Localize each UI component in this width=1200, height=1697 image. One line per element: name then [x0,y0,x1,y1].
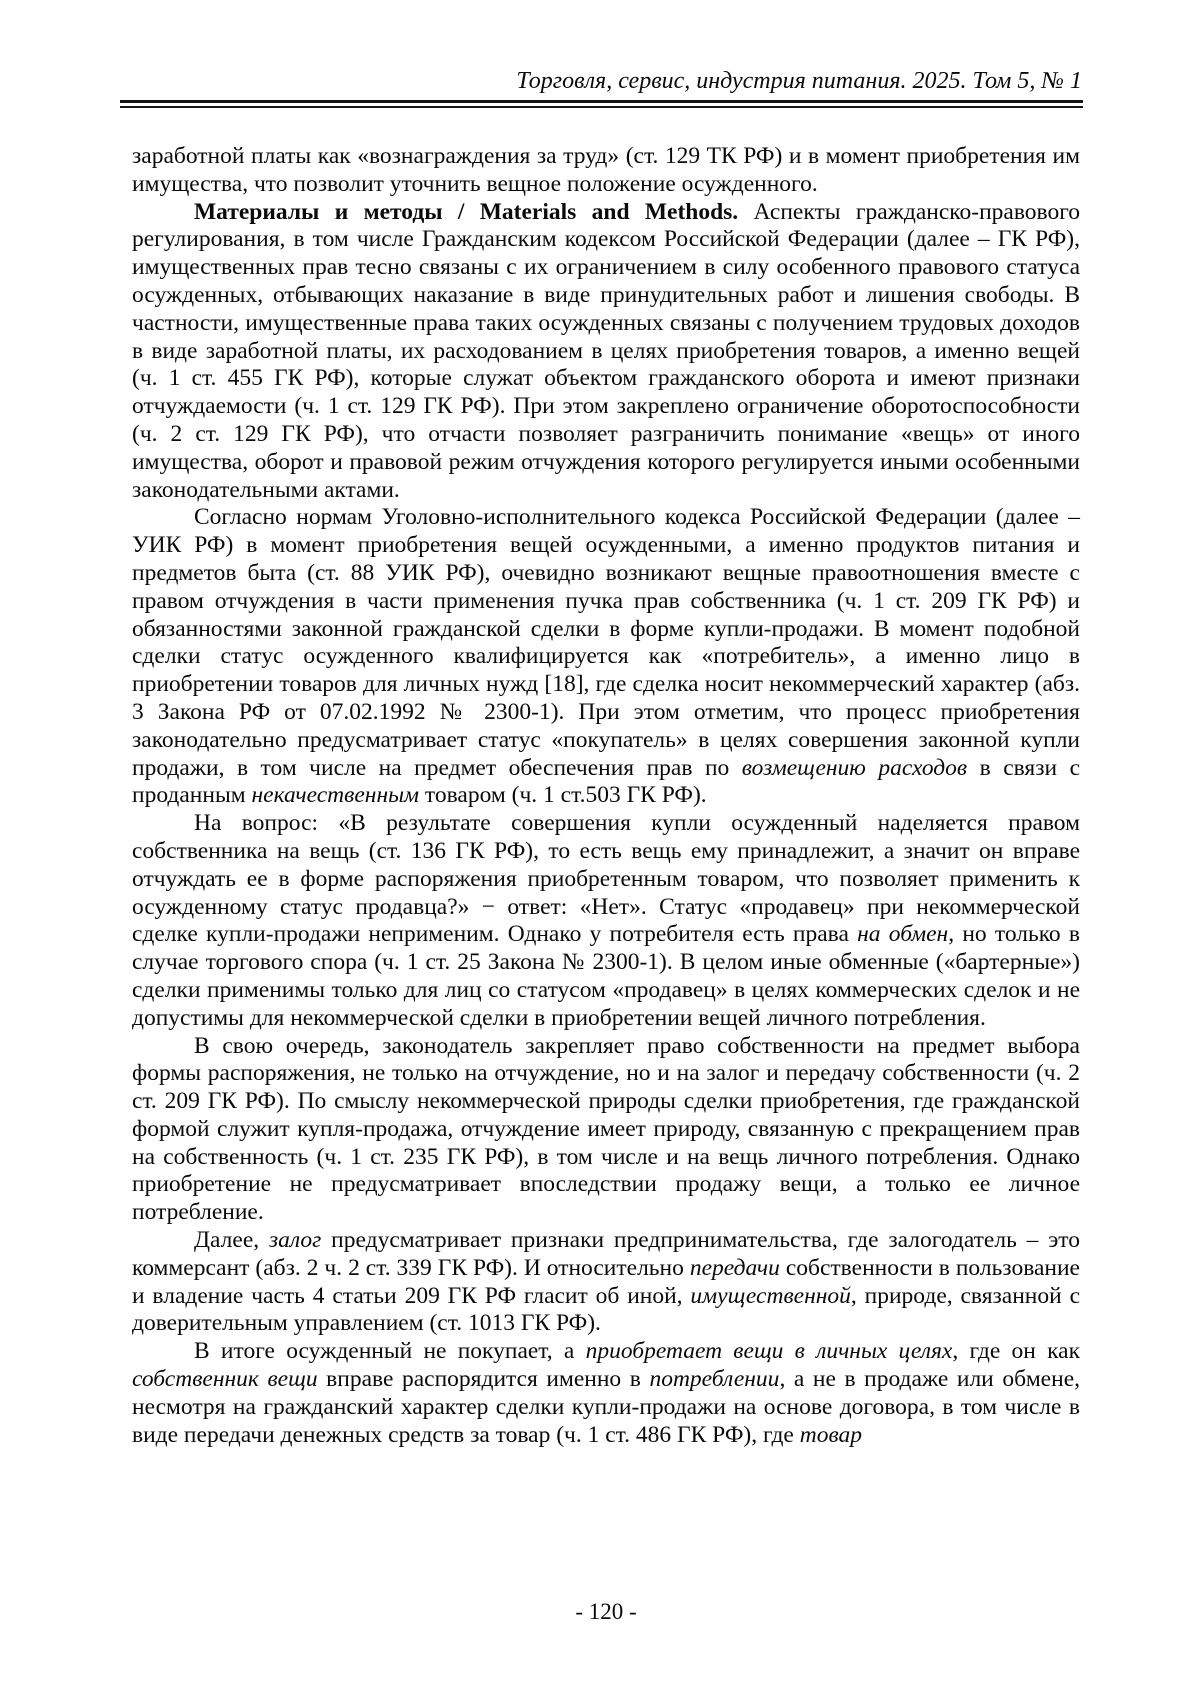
text-run: В свою очередь, законодатель закрепляет право собственности на предмет выбора формы распоряжения, не только на отчуждение, но и на залог и передачу собственности (ч. 2 ст. 209 ГК РФ). По смыслу некоммерческой природы сделки приобретения, где гражданской формой служит купля-продажа, отчуждение имеет природу, связанную с прекращением прав на собственность (ч. 1 ст. 235 ГК РФ), в том числе и на вещь личного потребления. Однако приобретение не предусматривает впоследствии продажу вещи, а только ее личное потребление. [132,1032,1080,1226]
running-header: Торговля, сервис, индустрия питания. 2025. Том 5, № 1 [516,68,1082,94]
text-run: Материалы и методы / Materials and Methods. [194,198,739,225]
text-run: вправе распорядится именно в [317,1366,650,1393]
paragraph [132,143,1080,199]
text-run: , а не в продаже или обмене, несмотря на гражданский характер сделки купли-продажи на основе договора, в том числе в виде передачи денежных средств за товар (ч. 1 ст. 486 ГК РФ), где [132,1366,1080,1448]
text-run: приобретает вещи в личных целях [585,1338,953,1365]
paragraph [132,1338,1080,1449]
text-run: Согласно нормам Уголовно-исполнительного кодекса Российской Федерации (далее – УИК РФ) в момент приобретения вещей осужденными, а именно продуктов питания и предметов быта (ст. 88 УИК РФ), очевидно возникают вещные правоотношения вместе с правом отчуждения в части применения пучка прав собственника (ч. 1 ст. 209 ГК РФ) и обязанностями законной гражданской сделки в форме купли-продажи. В момент подобной сделки статус осужденного квалифицируется как «потребитель», а именно лицо в приобретении товаров для личных нужд [18], где сделка носит некоммерческий характер (абз. 3 Закона РФ от 07.02.1992 № 2300-1). При этом отметим, что процесс приобретения законодательно предусматривает статус «покупатель» в целях совершения законной купли продажи, в том числе на предмет обеспечения прав по [132,504,1080,781]
paragraph [132,199,1080,505]
text-run: на обмен, [857,921,955,948]
text-run: собственности в пользование и владение часть 4 статьи 209 ГК РФ гласит об иной, [132,1254,1080,1309]
text-run: предусматривает признаки предпринимательства, где залогодатель – это коммерсант (абз. 2 ч. 2 ст. 339 ГК РФ). И относительно [132,1227,1080,1281]
text-run: залог [268,1227,322,1254]
text-run: , природе, связанной с доверительным управлением (ст. 1013 ГК РФ). [132,1282,1080,1337]
text-run: товар [799,1421,862,1448]
text-run: товаром (ч. 1 ст.503 ГК РФ). [419,782,707,809]
text-run: Аспекты гражданско-правового регулирования, в том числе Гражданским кодексом Российской Федерации (далее – ГК РФ), имущественных прав тесно связаны с их ограничением в силу особенного правового статуса осужденных, отбывающих наказание в виде принудительных работ и лишения свободы. В частности, имущественные права таких осужденных связаны с получением трудовых доходов в виде заработной платы, их расходованием в целях приобретения товаров, а именно вещей (ч. 1 ст. 455 ГК РФ), которые служат объектом гражданского оборота и имеют признаки отчуждаемости (ч. 1 ст. 129 ГК РФ). При этом закреплено ограничение оборотоспособности (ч. 2 ст. 129 ГК РФ), что отчасти позволяет разграничить понимание «вещь» от иного имущества, оборот и правовой режим отчуждения которого регулируется иными особенными законодательными актами. [132,198,1081,503]
text-run: потреблении [649,1366,780,1393]
text-run: Далее, [194,1227,269,1254]
text-run: заработной платы как «вознаграждения за труд» (ст. 129 ТК РФ) и в момент приобретения им имущества, что позволит уточнить вещное положение осужденного. [132,143,1080,197]
text-run: передачи [689,1254,780,1281]
text-run: но только в случае торгового спора (ч. 1 ст. 25 Закона № 2300-1). В целом иные обменные («бартерные») сделки применимы только для лиц со статусом «продавец» в целях коммерческих сделок и не допустимы для некоммерческой сделки в приобретении вещей личного потребления. [132,921,1081,1031]
text-run: некачественным [251,782,420,809]
paragraph [132,1227,1080,1338]
article-body [132,143,1080,1449]
header-rule [120,100,1083,108]
text-run: возмещению расходов [741,754,968,781]
text-run: собственник вещи [132,1366,318,1393]
text-run: , где он как [952,1338,1081,1365]
paragraph [132,504,1080,810]
text-run: На вопрос: «В результате совершения купли осужденный наделяется правом собственника на вещь (ст. 136 ГК РФ), то есть вещь ему принадлежит, а значит он вправе отчуждать ее в форме распоряжения приобретенным товаром, что позволяет применить к осужденному статус продавца?» − ответ: «Нет». Статус «продавец» при некоммерческой сделке купли-продажи неприменим. Однако у потребителя есть права [132,810,1080,948]
paragraph [132,1033,1080,1228]
text-run: имущественной [690,1282,851,1309]
page-number: - 120 - [575,1599,637,1624]
paragraph [132,810,1080,1032]
text-run: В итоге осужденный не покупает, а [194,1338,586,1365]
text-run: в связи с проданным [132,754,1081,809]
